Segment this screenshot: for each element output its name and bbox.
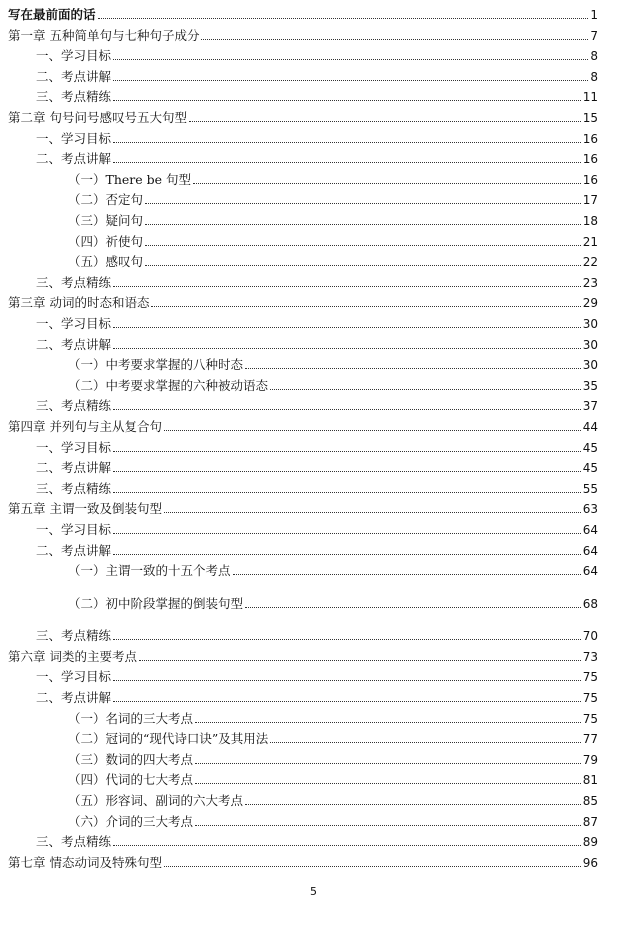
- toc-entry-title: 第一章 五种简单句与七种句子成分: [8, 27, 200, 43]
- toc-entry[interactable]: [8, 623, 598, 643]
- toc-entry-page: 73: [582, 649, 598, 664]
- toc-entry-page: 81: [582, 773, 598, 788]
- toc-entry-title: 第五章 主谓一致及倒装句型: [8, 501, 162, 517]
- toc-entry-page: 21: [582, 234, 598, 249]
- toc-entry[interactable]: [8, 496, 598, 516]
- toc-entry[interactable]: [8, 229, 598, 249]
- toc-entry-title: （二）否定句: [68, 192, 144, 208]
- toc-entry-page: 7: [590, 28, 598, 43]
- toc-entry-page: 44: [582, 420, 598, 434]
- dot-leader: [145, 245, 581, 246]
- toc-entry-title: （六）介词的三大考点: [68, 813, 194, 829]
- toc-entry[interactable]: [8, 726, 598, 746]
- toc-entry-page: 75: [582, 670, 598, 685]
- dot-leader: [245, 368, 581, 369]
- toc-entry[interactable]: [8, 105, 598, 125]
- toc-entry[interactable]: [8, 290, 598, 310]
- toc-entry-page: 15: [582, 111, 598, 125]
- toc-entry[interactable]: [8, 249, 598, 269]
- dot-leader: [195, 783, 581, 784]
- toc-entry-title: 一、学习目标: [36, 522, 112, 537]
- toc-entry[interactable]: [8, 332, 598, 352]
- toc-entry[interactable]: [8, 538, 598, 558]
- toc-entry[interactable]: [8, 850, 598, 870]
- dot-leader: [164, 866, 581, 867]
- toc-entry[interactable]: [8, 414, 598, 434]
- toc-entry[interactable]: [8, 146, 598, 166]
- toc-entry-title: 第三章 动词的时态和语态: [8, 295, 150, 311]
- toc-entry-title: （一）中考要求掌握的八种时态: [68, 357, 244, 373]
- toc-entry-page: 70: [582, 629, 598, 644]
- dot-leader: [270, 389, 581, 390]
- dot-leader: [151, 306, 580, 307]
- toc-entry-title: 一、学习目标: [36, 669, 112, 685]
- toc-entry-page: 89: [582, 835, 598, 850]
- toc-entry[interactable]: [8, 270, 598, 290]
- toc-entry[interactable]: [8, 43, 598, 63]
- dot-leader: [113, 348, 581, 349]
- toc-entry-title: 一、学习目标: [36, 130, 112, 146]
- toc-entry-title: （二）冠词的“现代诗口诀”及其用法: [68, 731, 269, 747]
- dot-leader: [113, 554, 581, 555]
- toc-entry-title: 第四章 并列句与主从复合句: [8, 419, 162, 434]
- toc-entry[interactable]: [8, 685, 598, 705]
- dot-leader: [113, 409, 581, 410]
- toc-entry[interactable]: [8, 747, 598, 767]
- dot-leader: [98, 18, 589, 19]
- toc-entry-page: 79: [582, 752, 598, 767]
- dot-leader: [195, 825, 581, 826]
- dot-leader: [113, 142, 581, 143]
- toc-entry-title: 二、考点讲解: [36, 690, 112, 705]
- dot-leader: [145, 224, 581, 225]
- toc-entry-title: 三、考点精练: [36, 628, 112, 644]
- toc-entry-title: （二）中考要求掌握的六种被动语态: [68, 377, 269, 393]
- toc-entry-title: 二、考点讲解: [36, 336, 112, 352]
- toc-entry-title: （五）感叹句: [68, 254, 144, 270]
- toc-entry-title: 二、考点讲解: [36, 542, 112, 558]
- toc-entry-title: （四）代词的七大考点: [68, 772, 194, 788]
- dot-leader: [139, 660, 581, 661]
- toc-entry[interactable]: [8, 23, 598, 43]
- dot-leader: [113, 701, 581, 702]
- toc-entry-page: 64: [582, 564, 598, 579]
- toc-entry[interactable]: [8, 664, 598, 684]
- dot-leader: [113, 639, 581, 640]
- dot-leader: [113, 100, 581, 101]
- toc-entry-page: 16: [582, 131, 598, 146]
- dot-leader: [113, 471, 581, 472]
- toc-entry[interactable]: [8, 435, 598, 455]
- dot-leader: [245, 607, 581, 608]
- toc-entry-title: 三、考点精练: [36, 89, 112, 105]
- toc-entry-page: 77: [582, 732, 598, 747]
- dot-leader: [270, 742, 580, 743]
- toc-entry[interactable]: [8, 2, 598, 22]
- toc-entry-page: 37: [582, 399, 598, 414]
- toc-entry-page: 17: [582, 193, 598, 208]
- toc-entry-title: 三、考点精练: [36, 398, 112, 414]
- toc-entry[interactable]: [8, 558, 598, 578]
- toc-entry-title: 三、考点精练: [36, 274, 112, 290]
- toc-entry[interactable]: [8, 167, 598, 187]
- dot-leader: [195, 722, 581, 723]
- toc-entry[interactable]: [8, 393, 598, 413]
- toc-entry-page: 85: [582, 794, 598, 808]
- dot-leader: [113, 680, 581, 681]
- dot-leader: [201, 39, 588, 40]
- toc-entry-page: 75: [582, 691, 598, 705]
- toc-entry-title: 二、考点讲解: [36, 68, 112, 84]
- toc-entry-title: 一、学习目标: [36, 48, 112, 64]
- page-number: 5: [310, 885, 317, 898]
- toc-entry-title: 一、学习目标: [36, 316, 112, 331]
- dot-leader: [113, 327, 581, 328]
- dot-leader: [233, 574, 581, 575]
- toc-entry-title: 第六章 词类的主要考点: [8, 648, 137, 664]
- toc-entry[interactable]: [8, 352, 598, 372]
- dot-leader: [113, 492, 581, 493]
- toc-entry-title: （五）形容词、副词的六大考点: [68, 793, 244, 808]
- toc-entry-title: （一）主谓一致的十五个考点: [68, 563, 231, 579]
- toc-entry-page: 64: [582, 543, 598, 558]
- dot-leader: [113, 845, 581, 846]
- toc-entry[interactable]: [8, 706, 598, 726]
- toc-entry-page: 63: [582, 502, 598, 517]
- toc-entry-page: 64: [582, 523, 598, 537]
- dot-leader: [164, 430, 581, 431]
- toc-entry-title: （三）数词的四大考点: [68, 751, 194, 767]
- dot-leader: [164, 512, 581, 513]
- toc-entry-page: 18: [582, 214, 598, 228]
- toc-entry-title: 二、考点讲解: [36, 151, 112, 167]
- toc-entry-title: 第七章 情态动词及特殊句型: [8, 854, 162, 870]
- dot-leader: [195, 763, 581, 764]
- toc-entry[interactable]: [8, 126, 598, 146]
- toc-entry-page: 45: [582, 461, 598, 476]
- dot-leader: [189, 121, 581, 122]
- toc-entry-title: （一）名词的三大考点: [68, 710, 194, 726]
- toc-entry-page: 55: [582, 481, 598, 496]
- toc-entry[interactable]: [8, 311, 598, 331]
- toc-entry[interactable]: [8, 64, 598, 84]
- toc-entry-title: 第二章 句号问号感叹号五大句型: [8, 110, 187, 125]
- toc-entry-page: 68: [582, 597, 598, 612]
- toc-entry-page: 29: [582, 296, 598, 311]
- toc-entry-page: 16: [582, 172, 598, 187]
- toc-entry[interactable]: [8, 767, 598, 787]
- dot-leader: [193, 183, 581, 184]
- toc-entry-page: 87: [582, 814, 598, 829]
- toc-entry-page: 96: [582, 855, 598, 870]
- toc-entry-page: 8: [590, 49, 598, 64]
- toc-entry-page: 1: [590, 8, 598, 22]
- toc-entry-page: 30: [582, 337, 598, 352]
- dot-leader: [145, 265, 581, 266]
- toc-entry-title: 二、考点讲解: [36, 460, 112, 476]
- dot-leader: [113, 286, 581, 287]
- toc-entry[interactable]: [8, 517, 598, 537]
- toc-entry-page: 30: [582, 317, 598, 331]
- toc-entry-title: 写在最前面的话: [8, 7, 96, 22]
- toc-entry-page: 16: [582, 152, 598, 167]
- toc-entry[interactable]: [8, 788, 598, 808]
- dot-leader: [113, 451, 581, 452]
- toc-entry[interactable]: [8, 187, 598, 207]
- toc-entry-title: （一）There be 句型: [68, 171, 192, 187]
- dot-leader: [245, 804, 581, 805]
- toc-entry-page: 30: [582, 358, 598, 373]
- toc-entry[interactable]: [8, 476, 598, 496]
- dot-leader: [113, 162, 581, 163]
- toc-entry[interactable]: [8, 829, 598, 849]
- toc-entry[interactable]: [8, 591, 598, 611]
- toc-entry-title: 三、考点精练: [36, 834, 112, 850]
- toc-entry-title: （二）初中阶段掌握的倒装句型: [68, 596, 244, 612]
- toc-entry-page: 45: [582, 440, 598, 455]
- dot-leader: [113, 80, 588, 81]
- toc-entry[interactable]: [8, 208, 598, 228]
- toc-entry-title: （四）祈使句: [68, 233, 144, 249]
- toc-entry[interactable]: [8, 455, 598, 475]
- toc-entry-page: 8: [590, 69, 598, 84]
- toc-entry-page: 23: [582, 275, 598, 290]
- toc-entry-page: 75: [582, 711, 598, 726]
- toc-entry-title: 一、学习目标: [36, 439, 112, 455]
- toc-entry[interactable]: [8, 809, 598, 829]
- toc-entry-page: 22: [582, 255, 598, 270]
- dot-leader: [113, 533, 581, 534]
- toc-entry-page: 11: [582, 90, 598, 105]
- toc-entry[interactable]: [8, 644, 598, 664]
- toc-entry-title: 三、考点精练: [36, 480, 112, 496]
- dot-leader: [113, 59, 588, 60]
- toc-entry[interactable]: [8, 373, 598, 393]
- dot-leader: [145, 203, 581, 204]
- toc-entry-page: 35: [582, 378, 598, 393]
- toc-entry-title: （三）疑问句: [68, 213, 144, 228]
- toc-entry[interactable]: [8, 84, 598, 104]
